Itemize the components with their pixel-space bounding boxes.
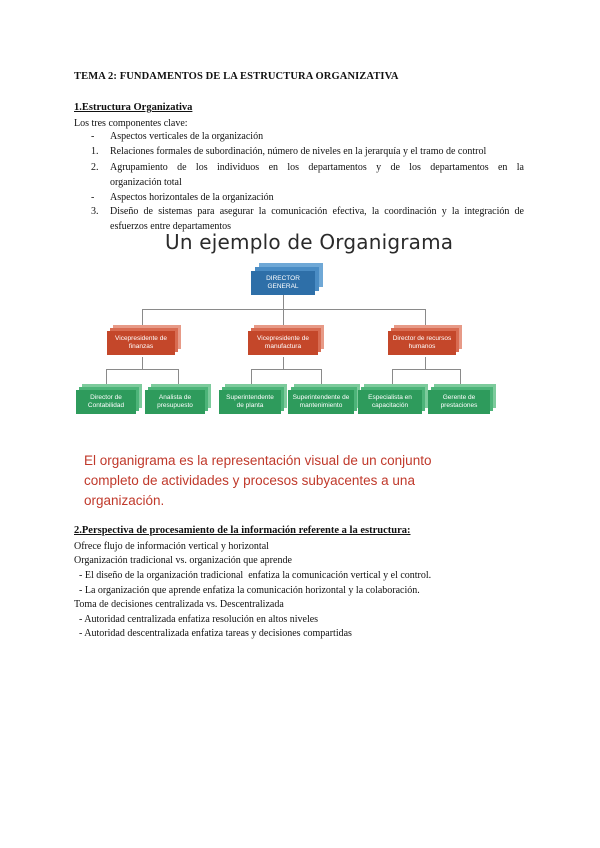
connector-line (106, 369, 107, 388)
section-1-intro: Los tres componentes clave: (74, 118, 188, 129)
connector-line (142, 309, 143, 329)
list-text: Relaciones formales de subordinación, número de niveles en la jerarquía y el tramo de control (110, 146, 487, 157)
org-box-benefits-manager: Gerente de prestaciones (428, 390, 490, 414)
orgchart-title: Un ejemplo de Organigrama (165, 230, 454, 254)
section-2-heading: 2.Perspectiva de procesamiento de la información referente a la estructura: (74, 525, 411, 536)
connector-line (283, 309, 284, 329)
org-box-hr-director: Director de recursos humanos (388, 331, 456, 355)
connector-line (283, 295, 284, 309)
org-box-vp-manufacturing: Vicepresidente de manufactura (248, 331, 318, 355)
list-marker: 1. (91, 146, 99, 157)
org-box-accounting-director: Director de Contabilidad (76, 390, 136, 414)
connector-line (460, 369, 461, 388)
org-box-plant-superintendent: Superintendente de planta (219, 390, 281, 414)
org-box-training-specialist: Especialista en capacitación (358, 390, 422, 414)
connector-line (251, 369, 322, 370)
connector-line (283, 357, 284, 369)
connector-line (425, 309, 426, 329)
connector-line (142, 357, 143, 369)
connector-line (392, 369, 393, 388)
list-marker: 3. (91, 206, 99, 217)
section-2-line: - El diseño de la organización tradicional enfatiza la comunicación vertical y el control. (74, 570, 432, 581)
list-item (91, 161, 525, 191)
list-text-line: organización total (110, 177, 182, 188)
list-text: Aspectos verticales de la organización (110, 131, 264, 142)
section-2-line: Ofrece flujo de información vertical y horizontal (74, 541, 269, 552)
org-box-vp-finance: Vicepresidente de finanzas (107, 331, 175, 355)
section-1-heading: 1.Estructura Organizativa (74, 102, 193, 113)
org-box-maintenance-superintendent: Superintendente de mantenimiento (288, 390, 354, 414)
section-2-line: - Autoridad centralizada enfatiza resolución en altos niveles (74, 614, 319, 625)
list-marker: - (91, 131, 95, 142)
list-item (91, 145, 525, 159)
section-2-line: - La organización que aprende enfatiza la comunicación horizontal y la colaboración. (74, 585, 420, 596)
page-title: TEMA 2: FUNDAMENTOS DE LA ESTRUCTURA ORGANIZATIVA (74, 71, 399, 82)
connector-line (178, 369, 179, 388)
list-text-line: Agrupamiento de los individuos en los departamentos y de los departamentos en la (110, 162, 524, 173)
list-text: Aspectos horizontales de la organización (110, 192, 274, 203)
connector-line (425, 357, 426, 369)
connector-line (251, 369, 252, 388)
list-item (91, 191, 525, 205)
section-2-line: - Autoridad descentralizada enfatiza tareas y decisiones compartidas (74, 628, 352, 639)
list-marker: - (91, 192, 95, 203)
list-text-line: Diseño de sistemas para asegurar la comunicación efectiva, la coordinación y la integración de (110, 206, 524, 217)
connector-line (321, 369, 322, 388)
orgchart-definition: El organigrama es la representación visual de un conjunto completo de actividades y procesos subyacentes a una organización. (84, 453, 432, 508)
connector-line (392, 369, 460, 370)
list-marker: 2. (91, 162, 99, 173)
list-item (91, 130, 525, 144)
list-text-line: esfuerzos entre departamentos (110, 221, 232, 232)
section-2-line: Toma de decisiones centralizada vs. Descentralizada (74, 599, 284, 610)
section-2-line: Organización tradicional vs. organización que aprende (74, 555, 292, 566)
org-box-director-general: DIRECTOR GENERAL (251, 271, 315, 295)
connector-line (106, 369, 178, 370)
org-box-budget-analyst: Analista de presupuesto (145, 390, 205, 414)
